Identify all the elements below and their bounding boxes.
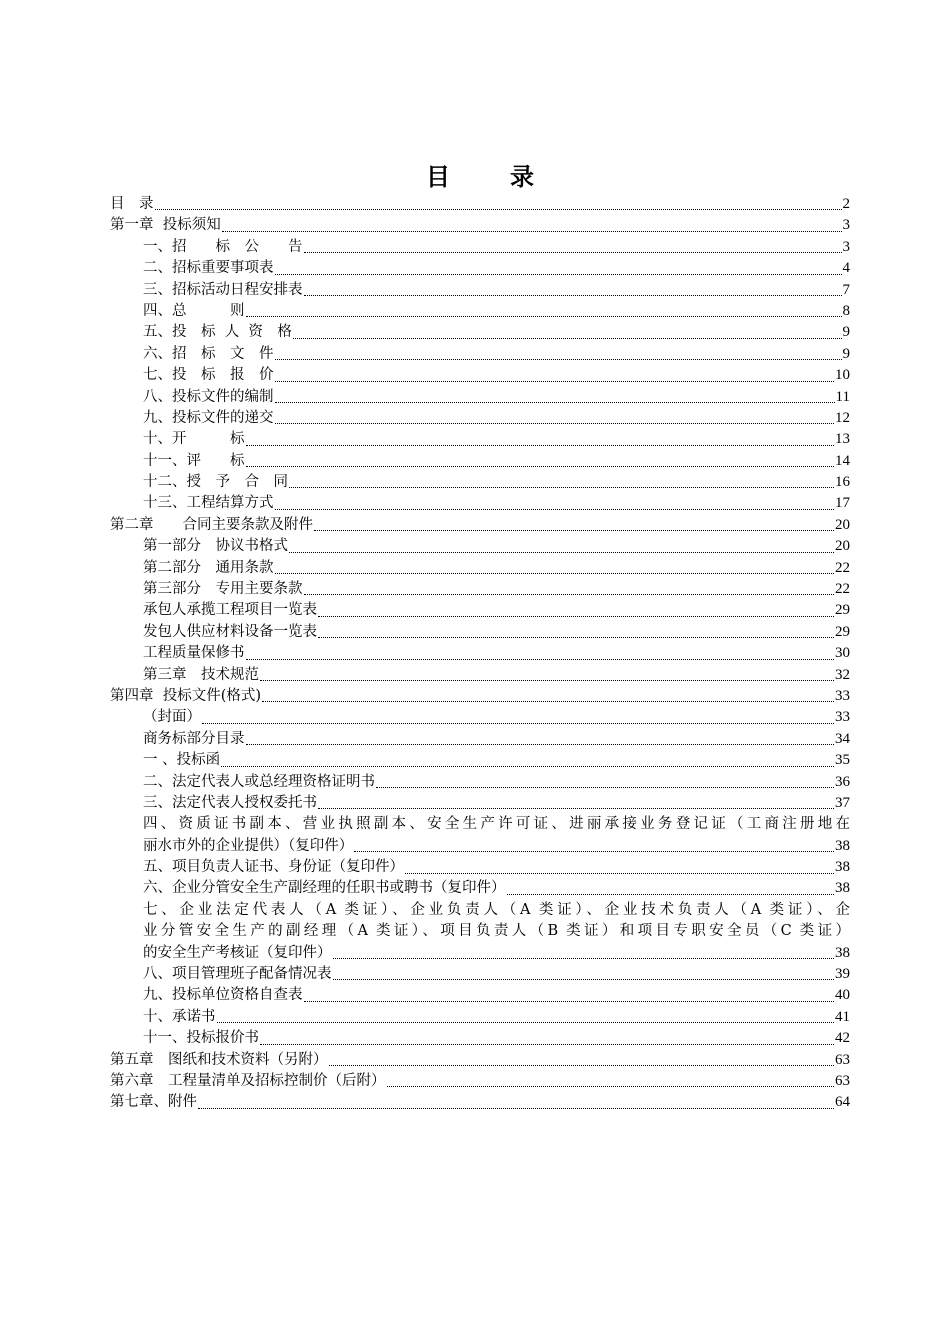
toc-entry-label: 第二章 合同主要条款及附件 — [110, 516, 313, 533]
toc-leader-dots — [289, 472, 834, 493]
toc-page-number: 63 — [835, 1051, 850, 1068]
toc-page-number: 12 — [835, 409, 850, 426]
toc-entry[interactable] — [110, 879, 850, 900]
toc-leader-dots — [405, 857, 834, 878]
toc-entry[interactable] — [110, 194, 850, 215]
toc-leader-dots — [260, 665, 834, 686]
toc-page-number: 20 — [835, 538, 850, 555]
toc-entry-label: 第一部分 协议书格式 — [143, 538, 288, 555]
toc-entry[interactable] — [110, 600, 850, 621]
toc-page-number: 37 — [835, 794, 850, 811]
toc-entry-label: 第五章 图纸和技术资料（另附） — [110, 1051, 328, 1068]
toc-page-number: 8 — [842, 302, 850, 319]
toc-entry[interactable] — [110, 1007, 850, 1028]
toc-entry[interactable] — [110, 643, 850, 664]
toc-page-number: 7 — [842, 281, 850, 298]
toc-leader-dots — [304, 985, 835, 1006]
toc-page-number: 9 — [842, 324, 850, 341]
toc-page-number: 22 — [835, 581, 850, 598]
toc-entry-label: 十一、投标报价书 — [143, 1030, 259, 1047]
toc-entry-label: （封面） — [143, 709, 201, 726]
toc-entry[interactable] — [110, 429, 850, 450]
toc-entry-label: 七、投 标 报 价 — [143, 367, 274, 384]
toc-entry[interactable] — [110, 280, 850, 301]
toc-leader-dots — [329, 1050, 835, 1071]
toc-page-number: 33 — [835, 709, 850, 726]
toc-leader-dots — [318, 793, 834, 814]
toc-leader-dots — [275, 558, 835, 579]
toc-page-number: 2 — [842, 195, 850, 212]
toc-page-number: 13 — [835, 431, 850, 448]
toc-entry-label: 商务标部分目录 — [143, 730, 245, 747]
toc-entry[interactable] — [110, 964, 850, 985]
toc-entry-label: 六、企业分管安全生产副经理的任职书或聘书（复印件） — [143, 880, 506, 897]
toc-page-number: 39 — [835, 966, 850, 983]
toc-entry[interactable] — [110, 772, 850, 793]
toc-leader-dots — [318, 600, 834, 621]
toc-leader-dots — [354, 836, 834, 857]
toc-entry-label: 丽水市外的企业提供）（复印件） — [143, 837, 354, 854]
toc-page-number: 3 — [842, 238, 850, 255]
toc-page-number: 41 — [835, 1008, 850, 1025]
toc-entry[interactable] — [110, 408, 850, 429]
toc-entry-label: 十、承诺书 — [143, 1008, 216, 1025]
toc-leader-dots — [387, 1071, 835, 1092]
toc-page-number: 35 — [835, 752, 850, 769]
toc-entry[interactable] — [110, 836, 850, 857]
toc-entry-label: 承包人承揽工程项目一览表 — [143, 602, 317, 619]
toc-entry[interactable] — [110, 943, 850, 964]
toc-entry[interactable] — [110, 515, 850, 536]
toc-leader-dots — [304, 579, 835, 600]
toc-page-number: 9 — [842, 345, 850, 362]
toc-entry-label: 六、招 标 文 件 — [143, 345, 274, 362]
toc-page-number: 22 — [835, 559, 850, 576]
toc-page-number: 42 — [835, 1030, 850, 1047]
toc-entry-label: 九、投标单位资格自查表 — [143, 987, 303, 1004]
toc-entry-wrapped-line[interactable]: 七、企业法定代表人（A 类证）、企业负责人（A 类证）、企业技术负责人（A 类证）、企 — [143, 901, 850, 918]
toc-entry[interactable] — [110, 707, 850, 728]
toc-leader-dots — [246, 429, 835, 450]
toc-leader-dots — [507, 879, 835, 900]
toc-leader-dots — [198, 1092, 834, 1113]
toc-entry[interactable] — [110, 1071, 850, 1092]
toc-entry-wrapped-line[interactable]: 四、资质证书副本、营业执照副本、安全生产许可证、进丽承接业务登记证（工商注册地在 — [143, 816, 850, 833]
toc-entry-label: 的安全生产考核证（复印件） — [143, 944, 332, 961]
toc-leader-dots — [275, 344, 842, 365]
toc-entry-label: 十、开 标 — [143, 431, 245, 448]
toc-entry-label: 第六章 工程量清单及招标控制价（后附） — [110, 1073, 386, 1089]
toc-page-number: 20 — [835, 516, 850, 533]
toc-entry-label: 十一、评 标 — [143, 452, 245, 469]
toc-leader-dots — [246, 643, 835, 664]
toc-leader-dots — [275, 493, 835, 514]
toc-entry-label: 八、项目管理班子配备情况表 — [143, 966, 332, 983]
toc-leader-dots — [333, 943, 835, 964]
toc-page-number: 36 — [835, 773, 850, 790]
toc-page-number: 30 — [835, 645, 850, 662]
toc-page-number: 29 — [835, 623, 850, 640]
toc-entry[interactable] — [110, 985, 850, 1006]
toc-leader-dots — [304, 280, 842, 301]
toc-leader-dots — [246, 301, 842, 322]
toc-entry-label: 发包人供应材料设备一览表 — [143, 623, 317, 640]
toc-entry[interactable] — [110, 1050, 850, 1071]
toc-entry-label: 第三部分 专用主要条款 — [143, 581, 303, 598]
toc-entry-label: 第一章 投标须知 — [110, 217, 221, 234]
toc-page — [110, 160, 850, 1114]
toc-page-number: 64 — [835, 1094, 850, 1111]
toc-page-number: 33 — [835, 687, 850, 704]
toc-entry[interactable] — [110, 750, 850, 771]
toc-page-number: 40 — [835, 987, 850, 1004]
toc-leader-dots — [293, 322, 842, 343]
toc-leader-dots — [260, 1028, 834, 1049]
toc-entry-label: 三、招标活动日程安排表 — [143, 281, 303, 298]
toc-entry[interactable] — [110, 793, 850, 814]
toc-entry-label: 二、招标重要事项表 — [143, 260, 274, 277]
toc-entry[interactable] — [110, 451, 850, 472]
toc-entry-label: 十二、授 予 合 同 — [143, 474, 288, 491]
toc-leader-dots — [275, 408, 835, 429]
toc-leader-dots — [304, 237, 842, 258]
toc-entry[interactable] — [110, 493, 850, 514]
toc-leader-dots — [202, 707, 834, 728]
toc-page-number: 32 — [835, 666, 850, 683]
toc-entry-label: 第二部分 通用条款 — [143, 559, 274, 576]
toc-entry[interactable] — [110, 322, 850, 343]
toc-leader-dots — [376, 772, 834, 793]
toc-entry-label: 十三、工程结算方式 — [143, 495, 274, 512]
toc-page-number: 38 — [835, 837, 850, 854]
toc-leader-dots — [318, 622, 834, 643]
toc-page-number: 63 — [835, 1073, 850, 1089]
toc-entry-label: 一 、投标函 — [143, 752, 221, 769]
toc-page-number: 14 — [835, 452, 850, 469]
toc-leader-dots — [155, 194, 842, 215]
toc-entry[interactable] — [110, 237, 850, 258]
toc-entry-label: 第四章 投标文件(格式) — [110, 687, 262, 704]
toc-leader-dots — [289, 536, 834, 557]
toc-title: 目 录 — [426, 162, 552, 191]
toc-leader-dots — [333, 964, 835, 985]
toc-page-number: 3 — [842, 217, 850, 234]
toc-entry-label: 八、投标文件的编制 — [143, 388, 274, 405]
toc-entry[interactable] — [110, 622, 850, 643]
toc-leader-dots — [221, 750, 834, 771]
toc-entry[interactable] — [110, 729, 850, 750]
toc-entry-label: 工程质量保修书 — [143, 645, 245, 662]
toc-leader-dots — [217, 1007, 835, 1028]
toc-entry-label: 五、项目负责人证书、身份证（复印件） — [143, 859, 404, 876]
toc-entry-label: 五、投 标 人 资 格 — [143, 324, 292, 341]
toc-entry-wrapped-line[interactable]: 业分管安全生产的副经理（A 类证）、项目负责人（B 类证）和项目专职安全员（C 类证） — [143, 923, 850, 940]
toc-leader-dots — [314, 515, 834, 536]
toc-entry-label: 第三章 技术规范 — [143, 666, 259, 683]
toc-entry-label: 九、投标文件的递交 — [143, 409, 274, 426]
toc-entry[interactable] — [110, 579, 850, 600]
toc-page-number: 10 — [835, 367, 850, 384]
toc-leader-dots — [275, 258, 842, 279]
toc-entry[interactable] — [110, 258, 850, 279]
toc-page-number: 38 — [835, 880, 850, 897]
toc-entry[interactable] — [110, 857, 850, 878]
toc-entry-label: 目 录 — [110, 195, 154, 212]
toc-entry[interactable] — [110, 215, 850, 236]
toc-entry[interactable] — [110, 558, 850, 579]
toc-entry[interactable] — [110, 665, 850, 686]
toc-entry[interactable] — [110, 1092, 850, 1113]
toc-entry[interactable] — [110, 344, 850, 365]
toc-entry[interactable] — [110, 387, 850, 408]
toc-entry-label: 一、招 标 公 告 — [143, 238, 303, 255]
toc-entry[interactable] — [110, 365, 850, 386]
toc-leader-dots — [246, 451, 835, 472]
toc-entry[interactable] — [110, 686, 850, 707]
toc-entry[interactable] — [110, 536, 850, 557]
toc-page-number: 16 — [835, 474, 850, 491]
toc-leader-dots — [222, 215, 842, 236]
toc-entry[interactable] — [110, 301, 850, 322]
toc-entry-label: 四、总 则 — [143, 302, 245, 319]
toc-entry[interactable] — [110, 472, 850, 493]
toc-leader-dots — [262, 686, 834, 707]
toc-leader-dots — [246, 729, 835, 750]
toc-page-number: 38 — [835, 859, 850, 876]
toc-page-number: 11 — [835, 388, 850, 405]
toc-entry[interactable] — [110, 1028, 850, 1049]
toc-leader-dots — [275, 387, 835, 408]
toc-page-number: 29 — [835, 602, 850, 619]
toc-entry-label: 第七章、附件 — [110, 1094, 197, 1111]
toc-page-number: 38 — [835, 944, 850, 961]
toc-list — [110, 194, 850, 1114]
toc-page-number: 4 — [842, 260, 850, 277]
toc-page-number: 34 — [835, 730, 850, 747]
toc-entry-label: 三、法定代表人授权委托书 — [143, 794, 317, 811]
toc-page-number: 17 — [835, 495, 850, 512]
toc-entry-label: 二、法定代表人或总经理资格证明书 — [143, 773, 375, 790]
toc-leader-dots — [275, 365, 835, 386]
